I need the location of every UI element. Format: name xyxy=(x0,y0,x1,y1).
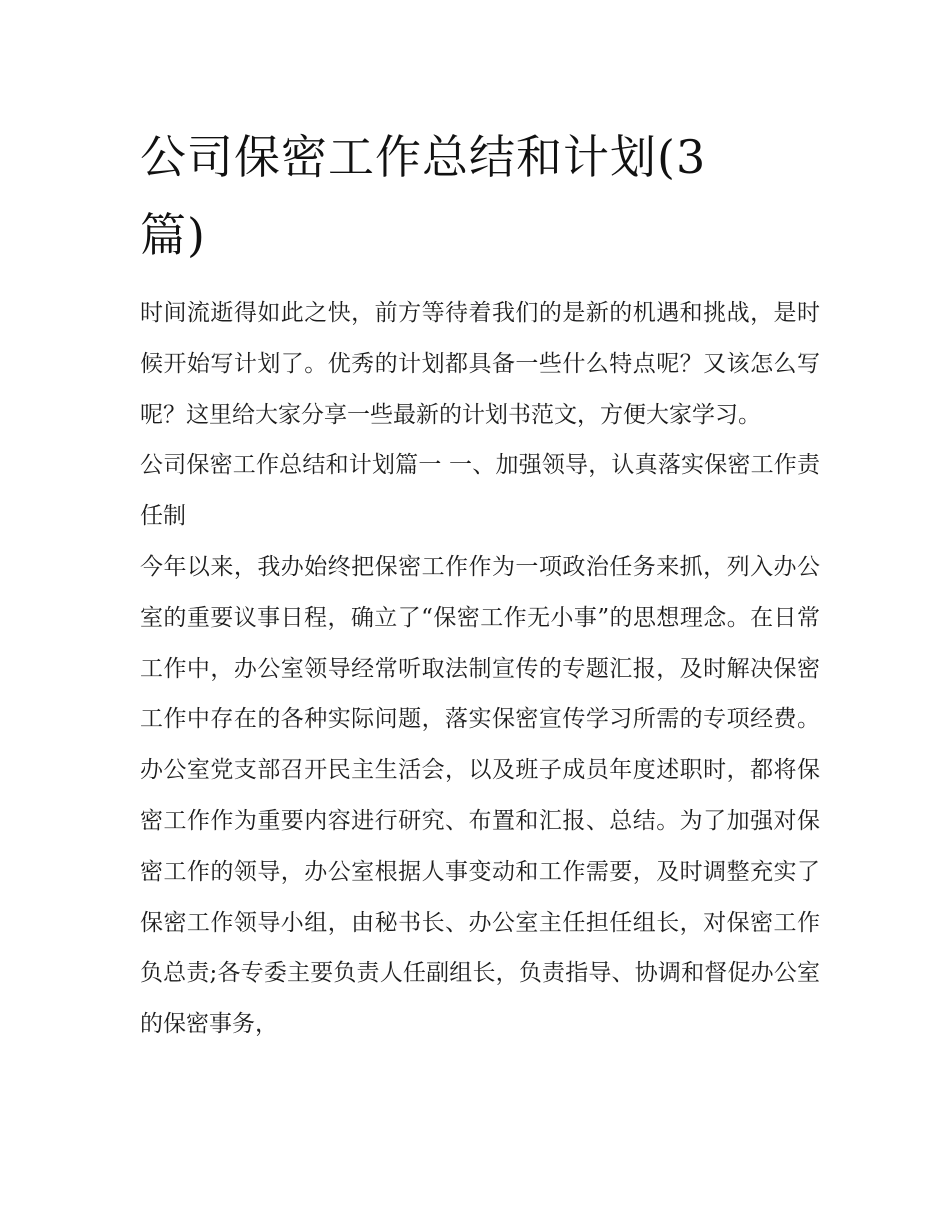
intro-paragraph: 时间流逝得如此之快，前方等待着我们的是新的机遇和挑战，是时候开始写计划了。优秀的计划都具备一些什么特点呢？又该怎么写呢？这里给大家分享一些最新的计划书范文，方便大家学习。 xyxy=(140,300,820,428)
body-paragraph: 今年以来，我办始终把保密工作作为一项政治任务来抓，列入办公室的重要议事日程，确立了“保密工作无小事”的思想理念。在日常工作中，办公室领导经常听取法制宣传的专题汇报，及时解决保密工作中存在的各种实际问题，落实保密宣传学习所需的专项经费。办公室党支部召开民主生活会，以及班子成员年度述职时，都将保密工作作为重要内容进行研究、布置和汇报、总结。为了加强对保密工作的领导，办公室根据人事变动和工作需要，及时调整充实了保密工作领导小组，由秘书长、办公室主任担任组长，对保密工作负总责;各专委主要负责人任副组长，负责指导、协调和督促办公室的保密事务， xyxy=(140,553,820,1038)
document-title: 公司保密工作总结和计划(3篇) xyxy=(140,130,707,262)
document-page xyxy=(140,118,820,1050)
section-heading-paragraph: 公司保密工作总结和计划篇一 一、加强领导，认真落实保密工作责任制 xyxy=(140,452,820,530)
